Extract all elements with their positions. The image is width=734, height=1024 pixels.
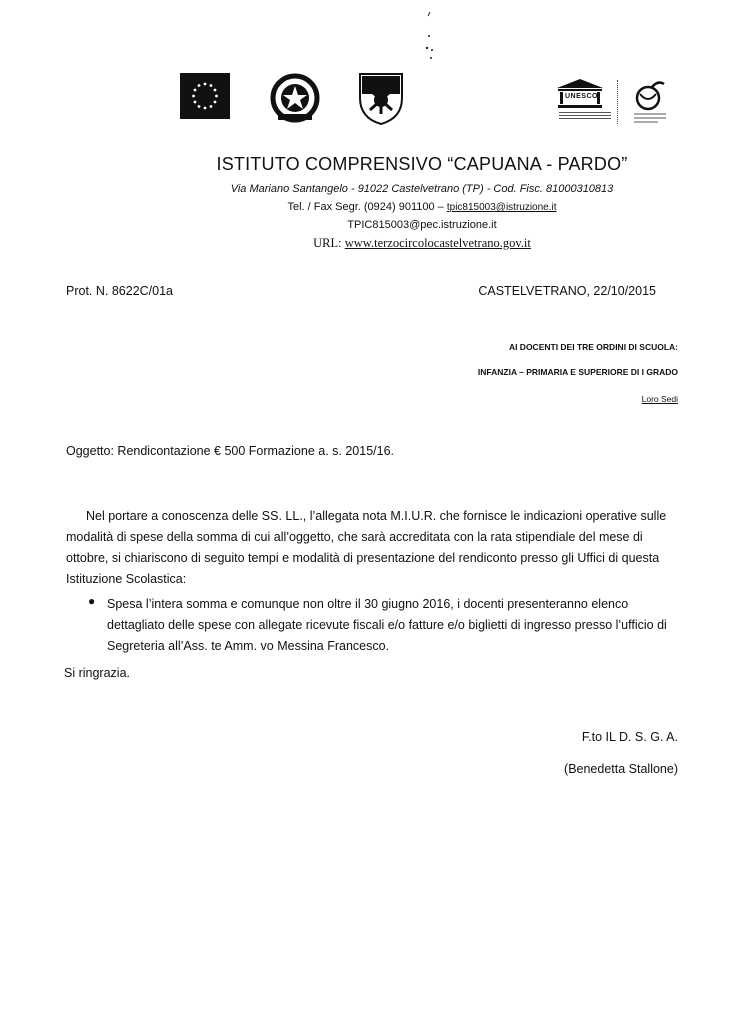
body-paragraph: Nel portare a conoscenza delle SS. LL., l’allegata nota M.I.U.R. che fornisce le indicazioni operative sulle modalità di spese della somma di cui all’oggetto, che sarà accreditata con la rata stipendiale del mese di ottobre, si chiariscono di seguito tempi e modalità di presentazione del rendiconto presso gli Uffici di questa Istituzione Scolastica:	[66, 509, 667, 586]
bullet-item: Spesa l’intera somma e comunque non oltre il 30 giugno 2016, i docenti presenteranno elenco dettagliato delle spese con allegate ricevute fiscali e/o fatture e/o biglietti di ingresso presso l’ufficio di Segreteria all’Ass. te Amm. vo Messina Francesco.	[107, 597, 667, 653]
email-link[interactable]: tpic815003@istruzione.it	[446, 202, 557, 213]
recipients-line-2: INFANZIA – PRIMARIA E SUPERIORE DI I GRADO	[477, 367, 678, 377]
globe-apple-logo	[628, 78, 672, 124]
institute-name: ISTITUTO COMPRENSIVO “CAPUANA - PARDO”	[216, 154, 628, 174]
document-date: CASTELVETRANO, 22/10/2015	[478, 284, 656, 298]
italian-republic-emblem	[266, 72, 324, 124]
unesco-label: UNESCO	[565, 93, 598, 100]
sicily-region-shield	[356, 70, 406, 126]
institute-address: Via Mariano Santangelo - 91022 Castelvetrano (TP) - Cod. Fisc. 81000310813	[230, 183, 614, 195]
logo-divider	[617, 80, 619, 124]
subject-line: Oggetto: Rendicontazione € 500 Formazione a. s. 2015/16.	[66, 444, 394, 458]
recipients-line-1: AI DOCENTI DEI TRE ORDINI DI SCUOLA:	[508, 342, 678, 352]
unesco-logo	[555, 78, 615, 124]
url-link[interactable]: www.terzocircolocastelvetrano.gov.it	[344, 236, 531, 250]
institute-phone-line	[0, 201, 734, 213]
scan-marks	[420, 12, 440, 62]
eu-flag-logo	[180, 73, 230, 119]
protocol-number: Prot. N. 8622C/01a	[66, 284, 174, 298]
bullet-icon: ●	[88, 594, 96, 608]
unesco-fine-print	[559, 111, 611, 121]
signature-title: F.to IL D. S. G. A.	[581, 730, 678, 744]
eu-stars-icon	[180, 73, 230, 119]
phone-text: Tel. / Fax Segr. (0924) 901100 –	[287, 201, 447, 213]
url-label: URL:	[313, 236, 345, 250]
signature-name: (Benedetta Stallone)	[564, 762, 678, 776]
recipients-line-3: Loro Sedi	[641, 394, 678, 404]
institute-pec: TPIC815003@pec.istruzione.it	[347, 219, 497, 231]
closing-text: Si ringrazia.	[64, 666, 130, 680]
institute-url-line	[0, 236, 734, 251]
